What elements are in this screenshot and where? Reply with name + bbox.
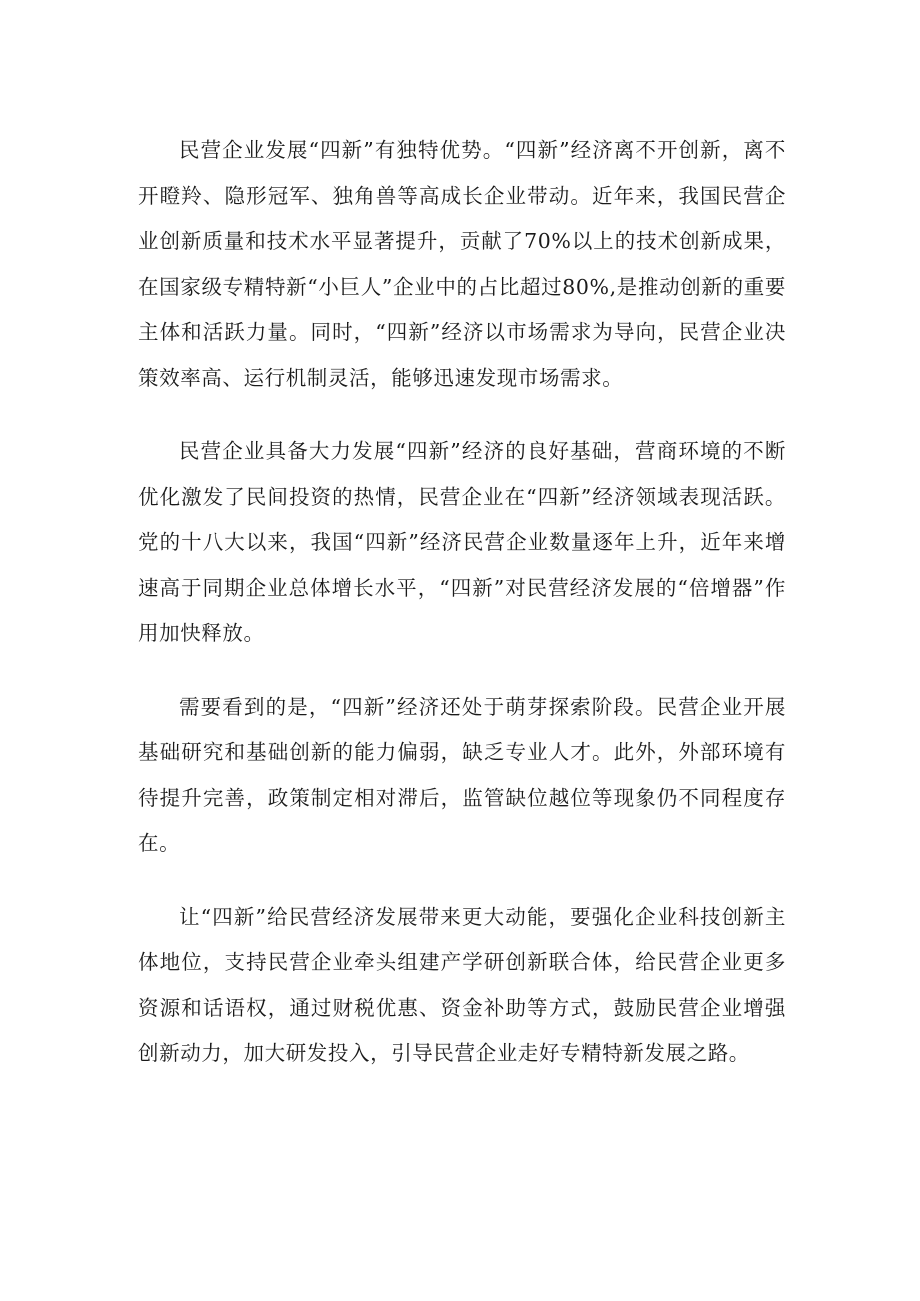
paragraph-recommendations: 让“四新”给民营经济发展带来更大动能，要强化企业科技创新主体地位，支持民营企业牵头组建产学研创新联合体，给民营企业更多资源和话语权，通过财税优惠、资金补助等方式，鼓励民营企业增强创新动力，加大研发投入，引导民营企业走好专精特新发展之路。 [138, 904, 786, 1065]
paragraph-challenges: 需要看到的是，“四新”经济还处于萌芽探索阶段。民营企业开展基础研究和基础创新的能力偏弱，缺乏专业人才。此外，外部环境有待提升完善，政策制定相对滞后，监管缺位越位等现象仍不同程度存在。 [138, 694, 786, 855]
paragraph-advantages: 民营企业发展“四新”有独特优势。“四新”经济离不开创新，离不开瞪羚、隐形冠军、独角兽等高成长企业带动。近年来，我国民营企业创新质量和技术水平显著提升，贡献了70%以上的技术创新成果，在国家级专精特新“小巨人”企业中的占比超过80%,是推动创新的重要主体和活跃力量。同时，“四新”经济以市场需求为导向，民营企业决策效率高、运行机制灵活，能够迅速发现市场需求。 [138, 138, 786, 390]
document-body [138, 128, 786, 1105]
paragraph-foundation: 民营企业具备大力发展“四新”经济的良好基础，营商环境的不断优化激发了民间投资的热情，民营企业在“四新”经济领域表现活跃。党的十八大以来，我国“四新”经济民营企业数量逐年上升，近年来增速高于同期企业总体增长水平，“四新”对民营经济发展的“倍增器”作用加快释放。 [138, 439, 786, 645]
